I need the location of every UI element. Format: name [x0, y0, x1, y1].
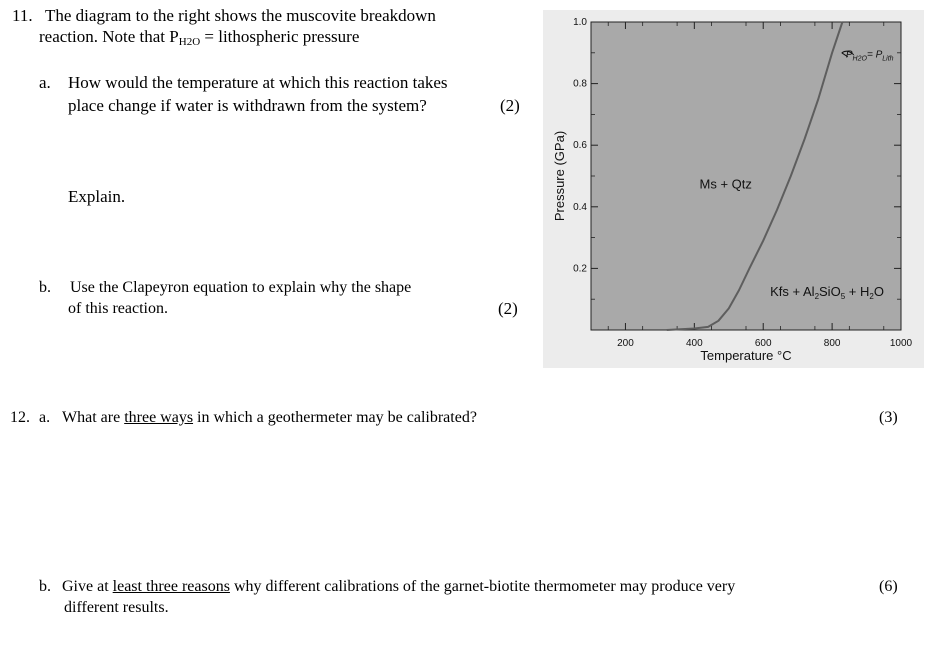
q12b-marks: (6) [879, 578, 898, 595]
y-tick-label: 1.0 [573, 17, 587, 28]
q12b-label: b. [39, 578, 51, 595]
q11a-line1: How would the temperature at which this reaction takes [68, 73, 448, 92]
q11b-label: b. [39, 279, 51, 296]
q11-line2: reaction. Note that $P_{H2O}$ = lithospheric pressure [39, 27, 360, 48]
phase-diagram [543, 10, 924, 368]
x-tick-label: 800 [823, 338, 841, 349]
field-label-ms-qtz: Ms + Qtz [699, 176, 752, 192]
phase-diagram-svg [543, 10, 924, 368]
q12a-label: a. [39, 409, 51, 426]
q11-line1: The diagram to the right shows the muscovite breakdown [45, 6, 436, 25]
x-axis-label: Temperature °C [700, 348, 792, 363]
curve-annotation: $P_{H2O}= P_{Lith}$ [845, 49, 894, 63]
x-tick-label: 1000 [889, 338, 913, 349]
q12a-marks: (3) [879, 409, 898, 426]
q11a-label: a. [39, 73, 51, 92]
q12a-text: What are three ways in which a geothermeter may be calibrated? [62, 409, 477, 426]
q11b-line2: of this reaction. [68, 300, 168, 317]
q12-number: 12. [10, 409, 30, 426]
q11a-explain: Explain. [68, 187, 126, 206]
x-tick-label: 400 [685, 338, 703, 349]
q11b-line1: Use the Clapeyron equation to explain why the shape [70, 279, 412, 296]
q11a-marks: (2) [500, 96, 520, 115]
y-tick-label: 0.6 [573, 140, 587, 152]
q12b-line2: different results. [64, 599, 169, 616]
field-label-kfs: Kfs + $Al_2SiO_5 + H_2O$ [770, 284, 884, 302]
q11b-marks: (2) [498, 299, 518, 318]
q11a-line2: place change if water is withdrawn from the system? [68, 96, 427, 115]
q12b-text: Give at least three reasons why different calibrations of the garnet-biotite thermometer may produce very [62, 578, 736, 595]
y-tick-label: 0.2 [573, 263, 587, 275]
y-axis-label: Pressure (GPa) [552, 130, 567, 222]
x-tick-label: 600 [754, 338, 772, 349]
q11-number: 11. [12, 6, 33, 25]
y-tick-label: 0.4 [573, 201, 587, 213]
y-tick-label: 0.8 [573, 78, 587, 90]
x-tick-label: 200 [617, 338, 634, 349]
